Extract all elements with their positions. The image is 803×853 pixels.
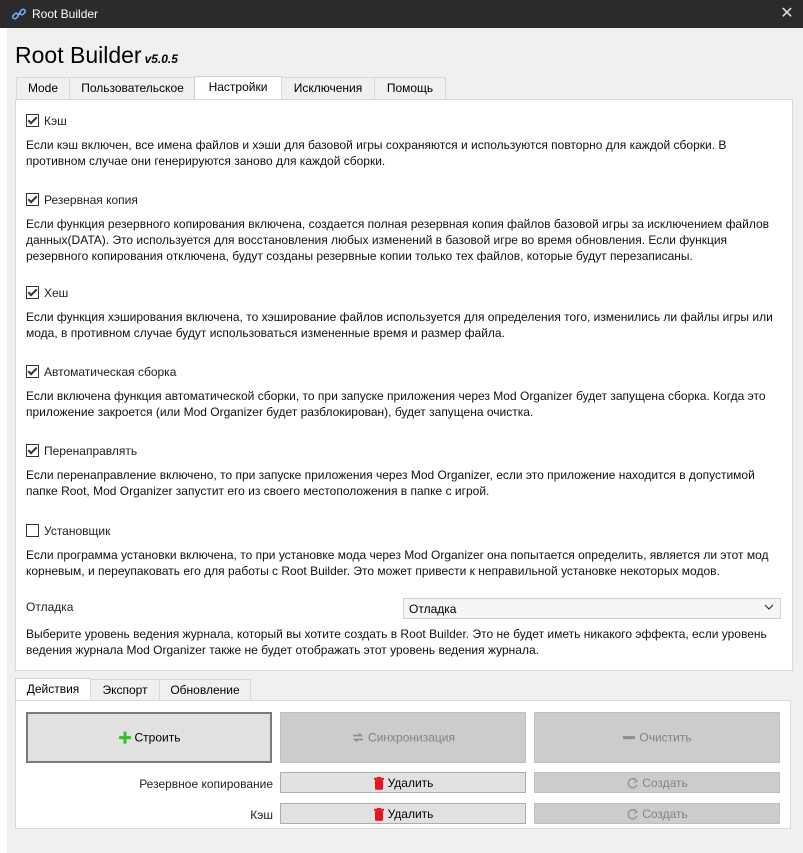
installer-label: Установщик	[44, 523, 111, 538]
cache-delete-label: Удалить	[387, 806, 434, 821]
autobuild-option	[26, 364, 786, 379]
cache-label: Кэш	[44, 113, 67, 128]
settings-panel	[15, 99, 793, 671]
tab-help[interactable]: Помощь	[374, 77, 446, 99]
tab-actions[interactable]: Действия	[15, 678, 91, 701]
clear-button[interactable]	[534, 712, 780, 763]
redirect-description: Если перенаправление включено, то при запуске приложения через Mod Organizer, если это приложение находится в допустимой папке Root, Mod Organizer запустит его из своего местоположения в папке с игрой.	[26, 468, 755, 498]
backup-create-label: Создать	[642, 775, 688, 790]
cache-description: Если кэш включен, все имена файлов и хэши для базовой игры сохраняются и используются повторно для каждой сборки. В противном случае они генерируются заново для каждой сборки.	[26, 138, 727, 168]
sync-button[interactable]	[280, 712, 526, 763]
backup-option	[26, 192, 786, 207]
close-button[interactable]: ✕	[780, 5, 794, 22]
backup-delete-button[interactable]	[280, 772, 526, 793]
chevron-down-icon	[763, 601, 775, 613]
autobuild-description: Если включена функция автоматической сборки, то при запуске приложения через Mod Organizer будет запущена сборка. Когда это приложение закроется (или Mod Organizer будет разблокирован), будет запущена очистка.	[26, 389, 766, 419]
backup-checkbox[interactable]	[26, 193, 39, 206]
autobuild-checkbox[interactable]	[26, 365, 39, 378]
link-icon	[11, 6, 27, 22]
sync-label: Синхронизация	[368, 730, 455, 745]
cache-checkbox[interactable]	[26, 114, 39, 127]
cache-option	[26, 113, 786, 128]
page-title	[15, 42, 178, 69]
refresh-icon	[626, 777, 639, 790]
autobuild-label: Автоматическая сборка	[44, 364, 177, 379]
clear-label: Очистить	[639, 730, 692, 745]
tab-settings[interactable]: Настройки	[194, 76, 282, 99]
background-window-edge	[0, 28, 7, 853]
plugin-name: Root Builder	[15, 42, 142, 68]
backup-description: Если функция резервного копирования включена, создается полная резервная копия файлов базовой игры за исключением файлов данных(DATA). Это используется для восстановления любых изменений в базовой игре во время обновления. Если функция резервного копирования отключена, будут созданы резервные копии только тех файлов, которые будут перезаписаны.	[26, 217, 769, 263]
tab-exclusions[interactable]: Исключения	[281, 77, 375, 99]
cache-create-button[interactable]	[534, 803, 780, 824]
title-bar	[0, 0, 803, 28]
tab-mode[interactable]: Mode	[16, 77, 70, 99]
refresh-icon	[626, 808, 639, 821]
installer-description: Если программа установки включена, то при установке мода через Mod Organizer она попытается определить, является ли этот мод корневым, и переупаковать его для работы с Root Builder. Это может привести к неправильной установке некоторых модов.	[26, 548, 769, 578]
sync-icon	[351, 731, 365, 745]
redirect-checkbox[interactable]	[26, 444, 39, 457]
hash-description: Если функция хэширования включена, то хэширование файлов используется для определения того, изменились ли файлы игры или мода, в противном случае будут использоваться измененные время и размер файла.	[26, 310, 773, 340]
backup-delete-label: Удалить	[387, 775, 434, 790]
redirect-option	[26, 443, 786, 458]
backup-label: Резервная копия	[44, 192, 138, 207]
build-button[interactable]	[26, 712, 272, 763]
trash-icon	[373, 808, 385, 821]
debug-label: Отладка	[26, 600, 74, 614]
backup-create-button[interactable]	[534, 772, 780, 793]
window-title: Root Builder	[32, 7, 99, 21]
hash-checkbox[interactable]	[26, 286, 39, 299]
cache-row-label: Кэш	[250, 808, 273, 822]
cache-create-label: Создать	[642, 806, 688, 821]
minus-icon	[622, 731, 636, 745]
build-label: Строить	[134, 730, 181, 745]
tab-update[interactable]: Обновление	[159, 679, 251, 701]
debug-level-value: Отладка	[409, 602, 457, 616]
trash-icon	[373, 777, 385, 790]
tab-export[interactable]: Экспорт	[90, 679, 160, 701]
tab-custom[interactable]: Пользовательское	[69, 77, 196, 99]
installer-option	[26, 523, 786, 538]
version-label: v5.0.5	[144, 52, 178, 66]
debug-description: Выберите уровень ведения журнала, который вы хотите создать в Root Builder. Это не будет иметь никакого эффекта, если уровень ведения журнала Mod Organizer также не будет отображать этот уровень ведения журнала.	[26, 627, 767, 657]
debug-level-select[interactable]	[403, 598, 781, 619]
cache-delete-button[interactable]	[280, 803, 526, 824]
redirect-label: Перенаправлять	[44, 443, 138, 458]
hash-label: Хеш	[44, 285, 69, 300]
backup-row-label: Резервное копирование	[139, 777, 273, 791]
plus-icon	[118, 731, 132, 745]
hash-option	[26, 285, 786, 300]
installer-checkbox[interactable]	[26, 524, 39, 537]
